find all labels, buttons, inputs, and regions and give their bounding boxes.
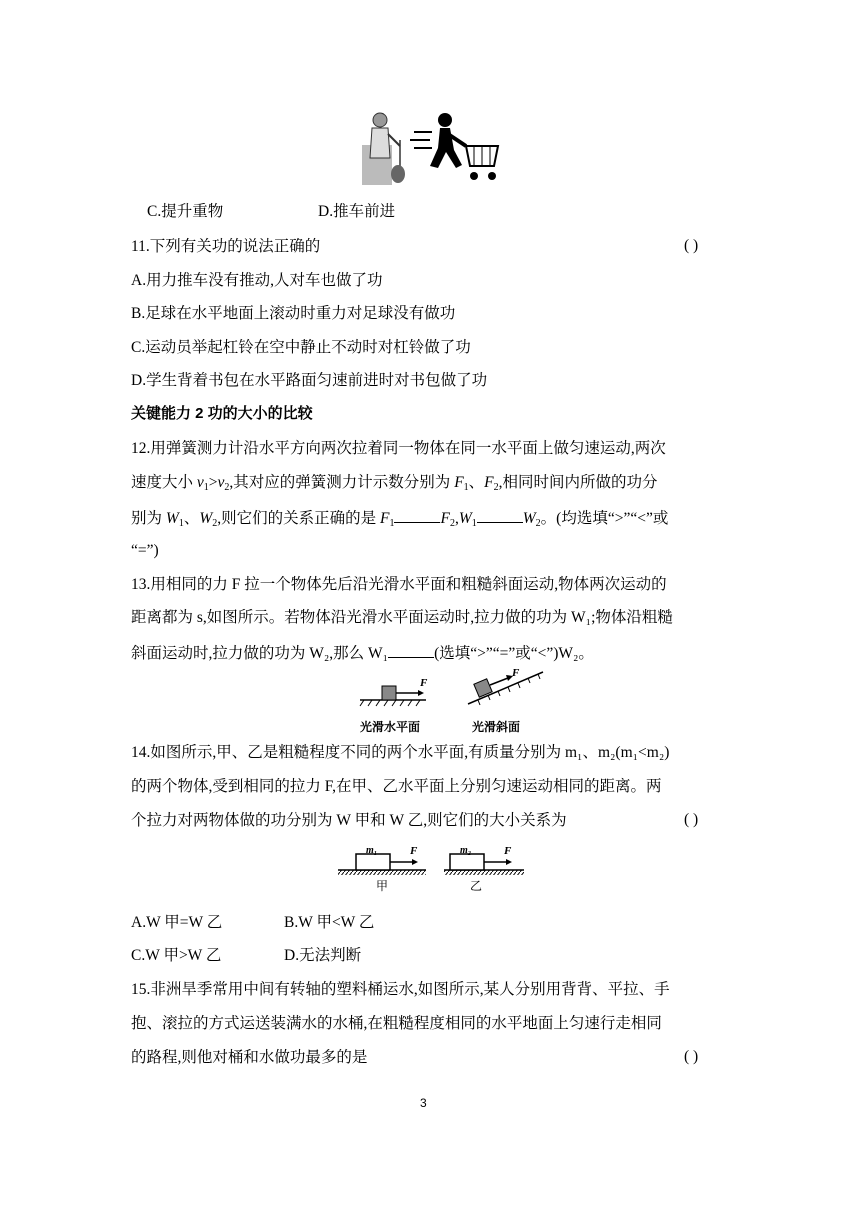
q14-force-label-1: F (410, 845, 418, 857)
q14-m2-label: m₂ (460, 845, 472, 856)
q11-option-d: D.学生背着书包在水平路面匀速前进时对书包做了功 (131, 372, 488, 389)
section-heading: 关键能力 2 功的大小的比较 (131, 405, 313, 422)
q12-line-2: 速度大小 $v_1>v_2$,其对应的弹簧测力计示数分别为 $F_1$、$F_2$,相同时间内所做的功分 (131, 474, 658, 493)
q14-option-d: D.无法判断 (284, 947, 362, 964)
q12-line-3: 别为 $W_1$、$W_2$,则它们的关系正确的是 $F_1$ $F_2,W_1$ $W_2$。(均选填“>”“<”或 (131, 507, 668, 534)
q13-line-1: 13.用相同的力 F 拉一个物体先后沿光滑水平面和粗糙斜面运动,物体两次运动的 (131, 576, 667, 593)
q14-jia-label: 甲 (376, 879, 389, 892)
q14-figure (336, 842, 526, 892)
q14-answer-paren: ( ) (684, 811, 699, 828)
q11-stem: 11.下列有关功的说法正确的 (131, 238, 321, 255)
q13-figure (358, 668, 548, 708)
q12-blank-1[interactable] (394, 507, 440, 523)
q14-option-a: A.W 甲=W 乙 (131, 914, 223, 931)
q12-line-4: “=”) (131, 542, 159, 559)
q14-option-b: B.W 甲<W 乙 (284, 914, 375, 931)
page-number: 3 (420, 1096, 427, 1110)
q15-line-3: 的路程,则他对桶和水做功最多的是 (131, 1049, 368, 1066)
q10-option-d: D.推车前进 (318, 203, 396, 220)
q13-force-label-left: F (420, 677, 428, 689)
q13-label-left: 光滑水平面 (360, 720, 421, 734)
q10-option-c: C.提升重物 (147, 203, 224, 220)
q10-figure (362, 110, 502, 186)
q13-line-2: 距离都为 s,如图所示。若物体沿光滑水平面运动时,拉力做的功为 W₁;物体沿粗糙 (131, 609, 673, 626)
q12-blank-2[interactable] (477, 507, 523, 523)
q14-line-3: 个拉力对两物体做的功分别为 W 甲和 W 乙,则它们的大小关系为 (131, 812, 567, 829)
q11-option-b: B.足球在水平地面上滚动时重力对足球没有做功 (131, 305, 456, 322)
q14-force-label-2: F (504, 845, 512, 857)
q14-yi-label: 乙 (470, 879, 483, 892)
q15-line-1: 15.非洲旱季常用中间有转轴的塑料桶运水,如图所示,某人分别用背背、平拉、手 (131, 981, 670, 998)
q13-force-label-right: F (512, 668, 520, 679)
q11-option-a: A.用力推车没有推动,人对车也做了功 (131, 272, 383, 289)
q15-answer-paren: ( ) (684, 1048, 699, 1065)
q13-line-3: 斜面运动时,拉力做的功为 W₂,那么 W₁ (选填“>”“=”或“<”)W₂。 (131, 642, 594, 664)
q13-blank[interactable] (388, 642, 434, 658)
q14-m1-label: m₁ (366, 845, 378, 856)
q11-option-c: C.运动员举起杠铃在空中静止不动时对杠铃做了功 (131, 339, 471, 356)
q14-line-2: 的两个物体,受到相同的拉力 F,在甲、乙水平面上分别匀速运动相同的距离。两 (131, 778, 662, 795)
q11-answer-paren: ( ) (684, 237, 699, 254)
q14-option-c: C.W 甲>W 乙 (131, 947, 222, 964)
q12-line-1: 12.用弹簧测力计沿水平方向两次拉着同一物体在同一水平面上做匀速运动,两次 (131, 440, 666, 457)
q13-label-right: 光滑斜面 (472, 720, 521, 734)
q14-line-1: 14.如图所示,甲、乙是粗糙程度不同的两个水平面,有质量分别为 m₁、m₂(m₁<m₂) (131, 744, 670, 761)
q15-line-2: 抱、滚拉的方式运送装满水的水桶,在粗糙程度相同的水平地面上匀速行走相同 (131, 1015, 662, 1032)
